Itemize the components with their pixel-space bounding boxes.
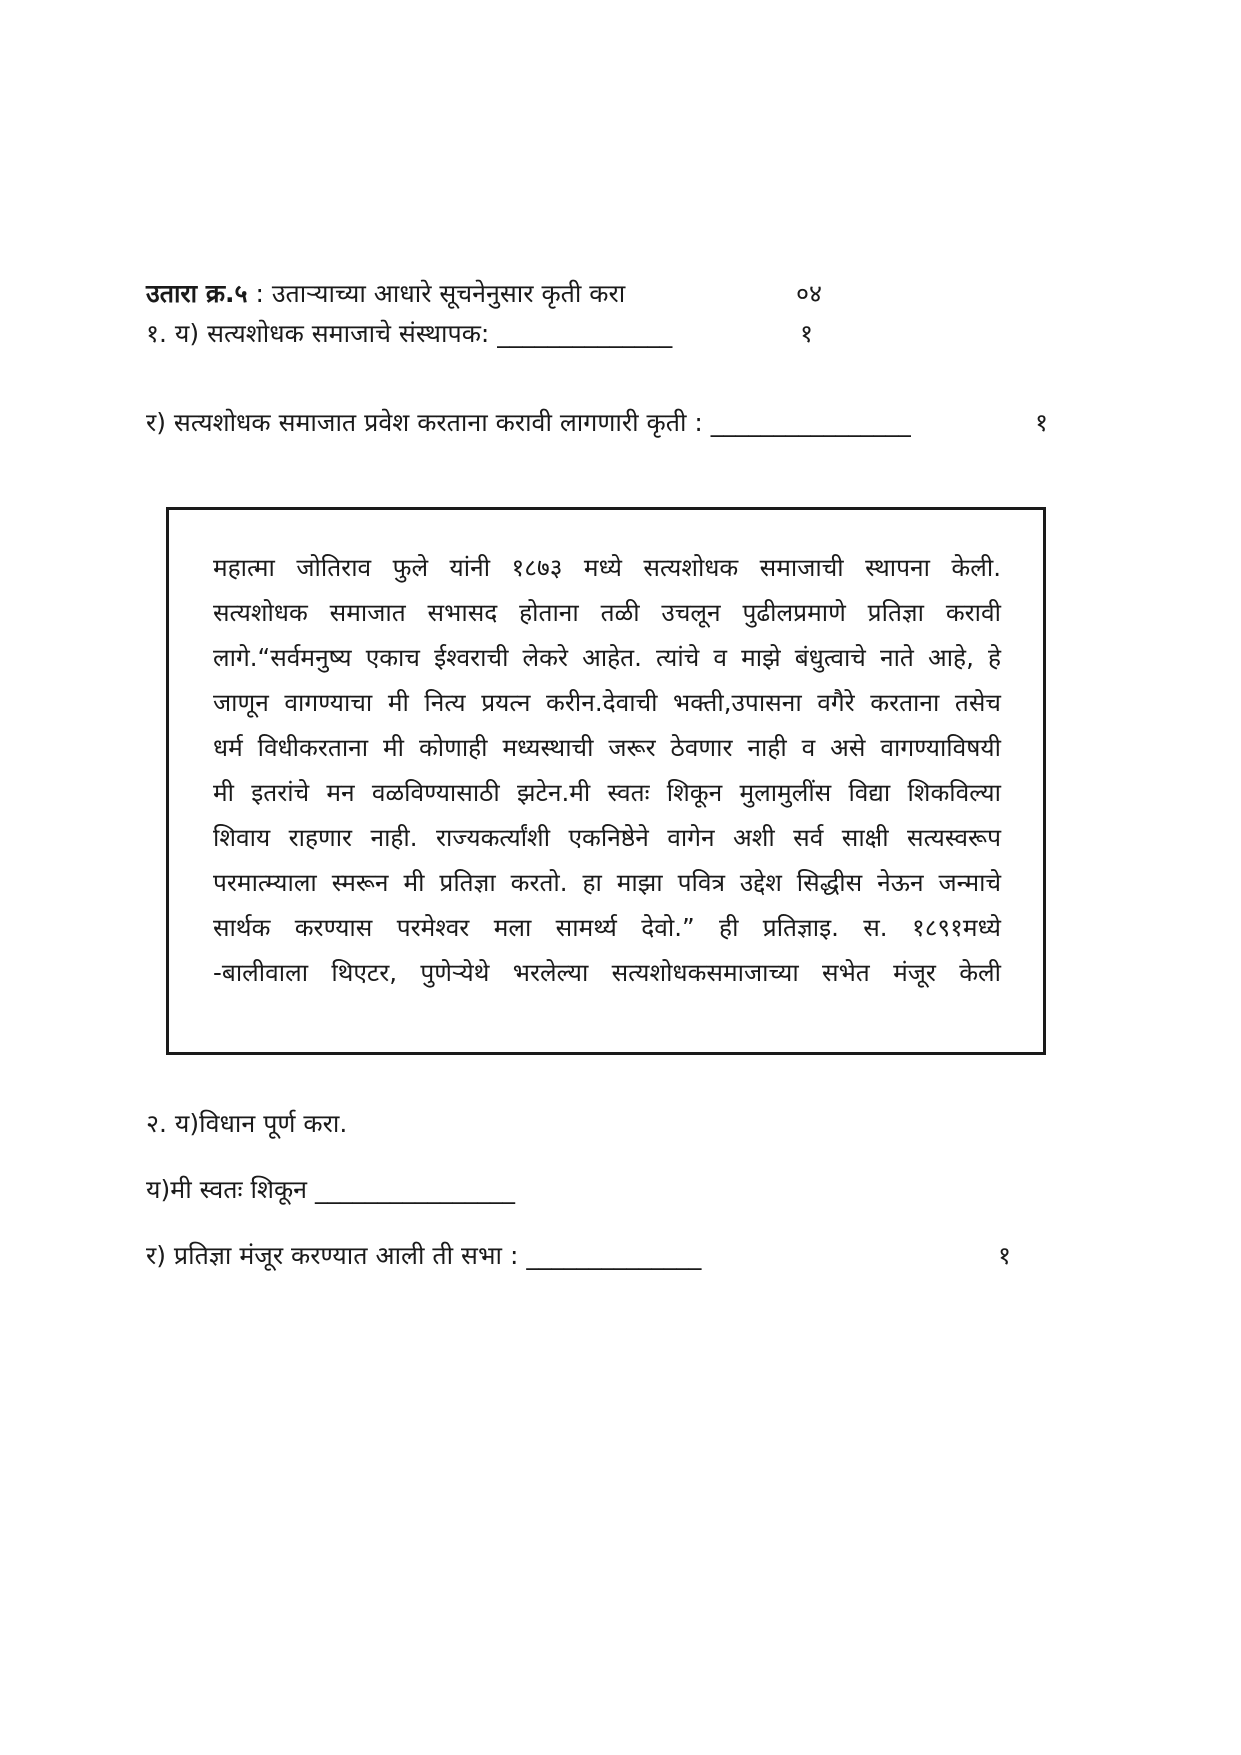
question-2b-marks: १ [998, 1241, 1012, 1270]
heading-marks: ०४ [796, 279, 823, 308]
passage-box [166, 507, 1046, 1055]
passage-line: परमात्म्याला स्मरून मी प्रतिज्ञा करतो. हा माझा पवित्र उद्देश सिद्धीस नेऊन जन्माचे [213, 868, 1001, 897]
passage-line: सार्थक करण्यास परमेश्वर मला सामर्थ्य देवो.” ही प्रतिज्ञाइ. स. १८९१मध्ये [213, 913, 1001, 942]
passage-line: मी इतरांचे मन वळविण्यासाठी झटेन.मी स्वतः शिकून मुलामुलींस विद्या शिकविल्या [213, 778, 1001, 807]
passage-line: सत्यशोधक समाजात सभासद होताना तळी उचलून पुढीलप्रमाणे प्रतिज्ञा करावी [213, 598, 1001, 627]
section-heading [146, 278, 625, 310]
question-1a: १. य) सत्यशोधक समाजाचे संस्थापक: ______________ [146, 319, 673, 348]
question-1b: र) सत्यशोधक समाजात प्रवेश करताना करावी लागणारी कृती : ________________ [146, 408, 911, 437]
question-1a-marks: १ [800, 319, 814, 348]
question-1b-marks: १ [1035, 408, 1049, 437]
question-2a: य)मी स्वतः शिकून ________________ [146, 1175, 515, 1204]
passage-line: लागे.“सर्वमनुष्य एकाच ईश्वराची लेकरे आहेत. त्यांचे व माझे बंधुत्वाचे नाते आहे, हे [213, 643, 1001, 672]
passage-line: शिवाय राहणार नाही. राज्यकर्त्यांशी एकनिष्ठेने वागेन अशी सर्व साक्षी सत्यस्वरूप [213, 823, 1001, 852]
passage-number-label: उतारा क्र.५ [146, 279, 248, 308]
passage-line: धर्म विधीकरताना मी कोणाही मध्यस्थाची जरूर ठेवणार नाही व असे वागण्याविषयी [213, 733, 1001, 762]
question-2-title: २. य)विधान पूर्ण करा. [146, 1109, 348, 1138]
passage-line: -बालीवाला थिएटर, पुणेऱ्येथे भरलेल्या सत्यशोधकसमाजाच्या सभेत मंजूर केली [213, 958, 1001, 987]
passage-line: जाणून वागण्याचा मी नित्य प्रयत्न करीन.देवाची भक्ती,उपासना वगैरे करताना तसेच [213, 688, 1001, 717]
question-2b: र) प्रतिज्ञा मंजूर करण्यात आली ती सभा : ______________ [146, 1241, 702, 1270]
heading-instruction: : उताऱ्याच्या आधारे सूचनेनुसार कृती करा [247, 279, 626, 308]
passage-line: महात्मा जोतिराव फुले यांनी १८७३ मध्ये सत्यशोधक समाजाची स्थापना केली. [213, 553, 1001, 582]
